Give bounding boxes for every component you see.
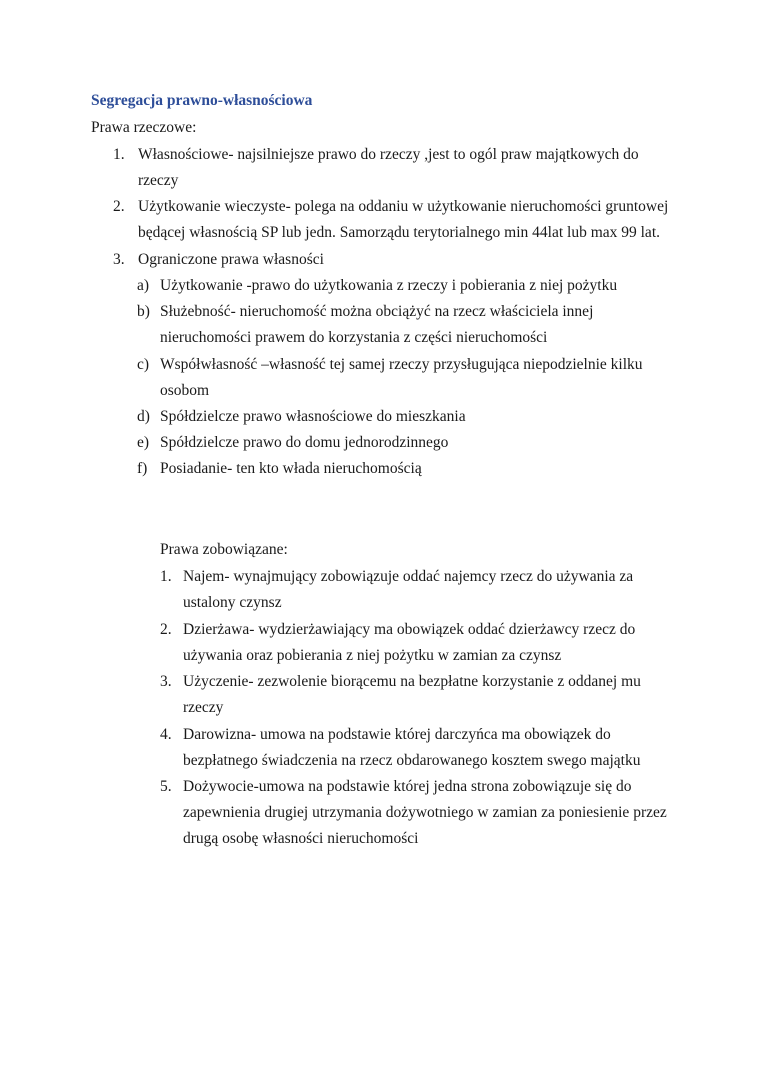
list-item-line: rzeczy (138, 172, 179, 189)
list-item-line: używania oraz pobierania z niej pożytku w zamian za czynsz (183, 647, 562, 664)
list-item-line: Użyczenie- zezwolenie biorącemu na bezpłatne korzystanie z oddanej mu (183, 673, 641, 690)
list-item-line: będącej własnością SP lub jedn. Samorządu terytorialnego min 44lat lub max 99 lat. (138, 224, 660, 241)
section-heading: Segregacja prawno-własnościowa (91, 92, 313, 109)
list-item-line: Dożywocie-umowa na podstawie której jedna strona zobowiązuje się do (183, 778, 632, 795)
list-marker: 2. (113, 198, 125, 215)
list-item-line: Posiadanie- ten kto włada nieruchomością (160, 460, 422, 477)
list-item-line: Współwłasność –własność tej samej rzeczy przysługująca niepodzielnie kilku (160, 356, 643, 373)
list-item-line: ustalony czynsz (183, 594, 282, 611)
real-rights-label: Prawa rzeczowe: (91, 119, 197, 136)
list-marker: 1. (160, 568, 172, 585)
list-item-line: Darowizna- umowa na podstawie której darczyńca ma obowiązek do (183, 726, 611, 743)
list-item-line: Ograniczone prawa własności (138, 251, 324, 268)
list-item-line: zapewnienia drugiej utrzymania dożywotniego w zamian za poniesienie przez (183, 804, 667, 821)
list-item-line: Użytkowanie -prawo do użytkowania z rzeczy i pobierania z niej pożytku (160, 277, 618, 294)
list-marker: e) (137, 434, 150, 451)
list-marker: 3. (113, 251, 125, 268)
list-item-line: bezpłatnego świadczenia na rzecz obdarowanego kosztem swego majątku (183, 752, 641, 769)
list-marker: d) (137, 408, 150, 425)
list-item-line: osobom (160, 382, 210, 399)
list-item-line: Użytkowanie wieczyste- polega na oddaniu w użytkowanie nieruchomości gruntowej (138, 198, 669, 215)
list-item-line: Spółdzielcze prawo własnościowe do mieszkania (160, 408, 466, 425)
list-item-line: nieruchomości prawem do korzystania z części nieruchomości (160, 329, 548, 346)
list-item-line: rzeczy (183, 699, 224, 716)
list-item-line: Dzierżawa- wydzierżawiający ma obowiązek oddać dzierżawcy rzecz do (183, 621, 636, 638)
list-marker: 5. (160, 778, 172, 795)
list-marker: 3. (160, 673, 172, 690)
list-marker: a) (137, 277, 150, 294)
list-marker: 2. (160, 621, 172, 638)
list-marker: c) (137, 356, 150, 373)
list-marker: f) (137, 460, 148, 477)
list-item-line: Spółdzielcze prawo do domu jednorodzinnego (160, 434, 449, 451)
list-item-line: drugą osobę własności nieruchomości (183, 830, 419, 847)
list-marker: 4. (160, 726, 172, 743)
list-item-line: Służebność- nieruchomość można obciążyć na rzecz właściciela innej (160, 303, 594, 320)
list-item-line: Najem- wynajmujący zobowiązuje oddać najemcy rzecz do używania za (183, 568, 634, 585)
obligations-label: Prawa zobowiązane: (160, 541, 288, 558)
list-item-line: Własnościowe- najsilniejsze prawo do rzeczy ,jest to ogól praw majątkowych do (138, 146, 639, 163)
list-marker: b) (137, 303, 150, 320)
list-marker: 1. (113, 146, 125, 163)
